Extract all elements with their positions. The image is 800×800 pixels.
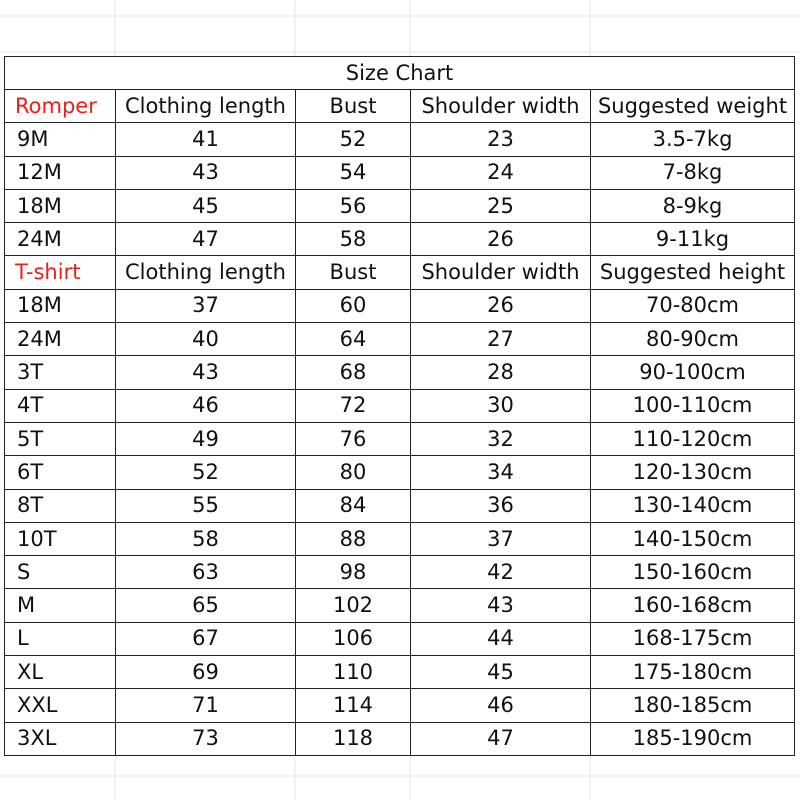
size-cell: 24M <box>5 323 116 356</box>
shoulder-width-cell: 43 <box>411 589 591 622</box>
table-row <box>5 289 795 322</box>
shoulder-width-cell: 44 <box>411 622 591 655</box>
size-cell: 9M <box>5 123 116 156</box>
title-row <box>5 57 795 90</box>
table-row <box>5 589 795 622</box>
shoulder-width-cell: 26 <box>411 289 591 322</box>
shoulder-width-cell: 34 <box>411 456 591 489</box>
bust-cell: 118 <box>296 722 411 755</box>
bust-cell: 56 <box>296 189 411 222</box>
suggestion-cell: 120-130cm <box>591 456 795 489</box>
size-chart-table <box>4 56 795 756</box>
size-cell: L <box>5 622 116 655</box>
bust-cell: 64 <box>296 323 411 356</box>
size-cell: 18M <box>5 289 116 322</box>
clothing-length-cell: 43 <box>116 156 296 189</box>
shoulder-width-cell: 46 <box>411 689 591 722</box>
bust-cell: 106 <box>296 622 411 655</box>
suggestion-cell: 3.5-7kg <box>591 123 795 156</box>
suggestion-cell: 168-175cm <box>591 622 795 655</box>
clothing-length-cell: 49 <box>116 422 296 455</box>
clothing-length-cell: 45 <box>116 189 296 222</box>
suggestion-cell: 130-140cm <box>591 489 795 522</box>
bust-cell: 80 <box>296 456 411 489</box>
bust-cell: 72 <box>296 389 411 422</box>
size-cell: 10T <box>5 522 116 555</box>
size-cell: 8T <box>5 489 116 522</box>
table-row <box>5 722 795 755</box>
bust-cell: 102 <box>296 589 411 622</box>
table-row <box>5 123 795 156</box>
size-cell: 12M <box>5 156 116 189</box>
table-row <box>5 422 795 455</box>
table-row <box>5 389 795 422</box>
suggestion-cell: 180-185cm <box>591 689 795 722</box>
shoulder-width-cell: 45 <box>411 656 591 689</box>
suggestion-cell: 175-180cm <box>591 656 795 689</box>
size-cell: 24M <box>5 223 116 256</box>
suggestion-cell: 150-160cm <box>591 556 795 589</box>
table-row <box>5 189 795 222</box>
bust-cell: 114 <box>296 689 411 722</box>
clothing-length-cell: 41 <box>116 123 296 156</box>
shoulder-width-cell: 47 <box>411 722 591 755</box>
tshirt-header-row <box>5 256 795 289</box>
clothing-length-cell: 55 <box>116 489 296 522</box>
shoulder-width-cell: 36 <box>411 489 591 522</box>
table-title: Size Chart <box>5 57 795 90</box>
bust-cell: 98 <box>296 556 411 589</box>
suggestion-cell: 185-190cm <box>591 722 795 755</box>
suggestion-cell: 110-120cm <box>591 422 795 455</box>
shoulder-width-cell: 32 <box>411 422 591 455</box>
clothing-length-cell: 46 <box>116 389 296 422</box>
romper-section-label: Romper <box>5 90 116 123</box>
size-cell: 3XL <box>5 722 116 755</box>
suggestion-cell: 160-168cm <box>591 589 795 622</box>
bust-cell: 60 <box>296 289 411 322</box>
table-row <box>5 622 795 655</box>
clothing-length-cell: 73 <box>116 722 296 755</box>
table-row <box>5 156 795 189</box>
bust-cell: 110 <box>296 656 411 689</box>
bust-cell: 52 <box>296 123 411 156</box>
shoulder-width-cell: 42 <box>411 556 591 589</box>
clothing-length-cell: 58 <box>116 522 296 555</box>
size-cell: 4T <box>5 389 116 422</box>
size-cell: 3T <box>5 356 116 389</box>
size-cell: 5T <box>5 422 116 455</box>
clothing-length-cell: 52 <box>116 456 296 489</box>
table-row <box>5 356 795 389</box>
size-cell: M <box>5 589 116 622</box>
romper-bust-header: Bust <box>296 90 411 123</box>
clothing-length-cell: 67 <box>116 622 296 655</box>
suggestion-cell: 70-80cm <box>591 289 795 322</box>
table-row <box>5 522 795 555</box>
bust-cell: 76 <box>296 422 411 455</box>
clothing-length-cell: 47 <box>116 223 296 256</box>
suggestion-cell: 80-90cm <box>591 323 795 356</box>
suggestion-cell: 9-11kg <box>591 223 795 256</box>
clothing-length-cell: 63 <box>116 556 296 589</box>
suggestion-cell: 100-110cm <box>591 389 795 422</box>
shoulder-width-cell: 26 <box>411 223 591 256</box>
shoulder-width-cell: 28 <box>411 356 591 389</box>
table-row <box>5 689 795 722</box>
clothing-length-cell: 65 <box>116 589 296 622</box>
table-row <box>5 456 795 489</box>
bust-cell: 68 <box>296 356 411 389</box>
suggestion-cell: 140-150cm <box>591 522 795 555</box>
clothing-length-cell: 71 <box>116 689 296 722</box>
tshirt-section-label: T-shirt <box>5 256 116 289</box>
table-row <box>5 656 795 689</box>
shoulder-width-cell: 30 <box>411 389 591 422</box>
shoulder-width-cell: 27 <box>411 323 591 356</box>
size-cell: S <box>5 556 116 589</box>
bust-cell: 54 <box>296 156 411 189</box>
tshirt-shoulder-width-header: Shoulder width <box>411 256 591 289</box>
table-row <box>5 489 795 522</box>
size-cell: 6T <box>5 456 116 489</box>
romper-shoulder-width-header: Shoulder width <box>411 90 591 123</box>
table-row <box>5 323 795 356</box>
suggestion-cell: 7-8kg <box>591 156 795 189</box>
table-row <box>5 556 795 589</box>
romper-suggestion-header: Suggested weight <box>591 90 795 123</box>
clothing-length-cell: 37 <box>116 289 296 322</box>
tshirt-clothing-length-header: Clothing length <box>116 256 296 289</box>
suggestion-cell: 90-100cm <box>591 356 795 389</box>
romper-header-row <box>5 90 795 123</box>
bust-cell: 84 <box>296 489 411 522</box>
bust-cell: 58 <box>296 223 411 256</box>
bust-cell: 88 <box>296 522 411 555</box>
clothing-length-cell: 43 <box>116 356 296 389</box>
clothing-length-cell: 40 <box>116 323 296 356</box>
tshirt-bust-header: Bust <box>296 256 411 289</box>
shoulder-width-cell: 23 <box>411 123 591 156</box>
shoulder-width-cell: 37 <box>411 522 591 555</box>
tshirt-suggestion-header: Suggested height <box>591 256 795 289</box>
size-cell: XL <box>5 656 116 689</box>
shoulder-width-cell: 24 <box>411 156 591 189</box>
romper-clothing-length-header: Clothing length <box>116 90 296 123</box>
table-row <box>5 223 795 256</box>
size-cell: 18M <box>5 189 116 222</box>
clothing-length-cell: 69 <box>116 656 296 689</box>
suggestion-cell: 8-9kg <box>591 189 795 222</box>
size-cell: XXL <box>5 689 116 722</box>
shoulder-width-cell: 25 <box>411 189 591 222</box>
